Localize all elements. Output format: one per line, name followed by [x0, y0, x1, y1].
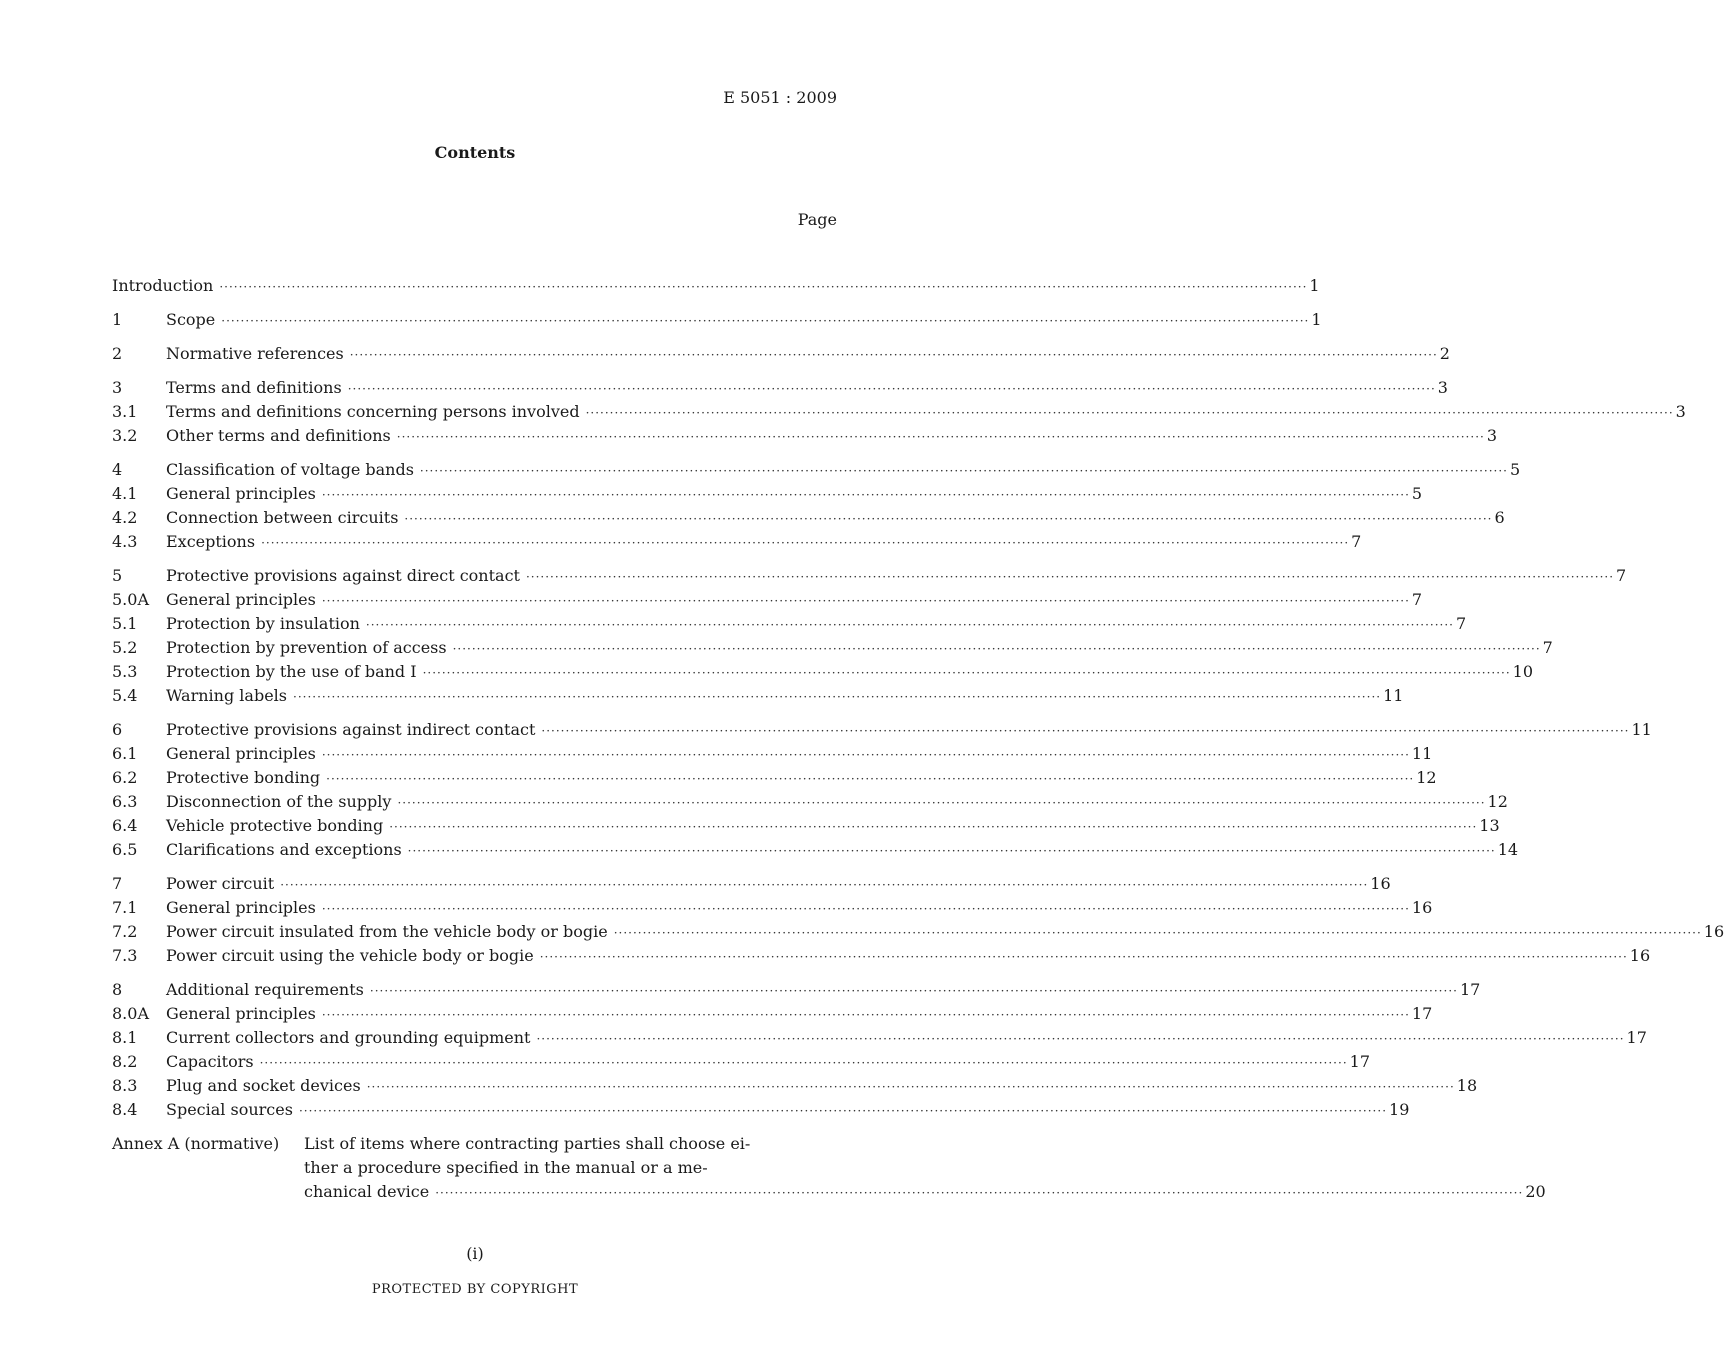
toc-entry-title: Protection by prevention of access [166, 638, 447, 657]
toc-entry-title: Warning labels [166, 686, 287, 705]
toc-entry-title: General principles [166, 744, 316, 763]
toc-entry-page: 13 [1479, 816, 1500, 835]
toc-entry-page: 7 [1616, 566, 1627, 585]
toc-entry-page: 18 [1456, 1076, 1478, 1095]
toc-entry[interactable] [112, 376, 1448, 400]
toc-entry-page: 16 [1703, 922, 1724, 941]
toc-entry-title: Additional requirements [166, 980, 364, 999]
toc-entry-number: 5.0A [112, 590, 149, 609]
toc-entry-number: 5.3 [112, 662, 138, 681]
annex-title-line: List of items where contracting parties shall choose ei- [304, 1134, 751, 1153]
toc-entry-page: 16 [1370, 874, 1391, 893]
leader-dots [540, 945, 1628, 969]
toc-entry[interactable] [112, 742, 1433, 766]
toc-entry-title: Vehicle protective bonding [166, 816, 384, 835]
leader-dots [299, 1099, 1387, 1123]
leader-dots [322, 743, 1410, 767]
toc-entry-page: 3 [1675, 402, 1686, 421]
annex-entry[interactable] [112, 1132, 1546, 1204]
toc-entry-title: Other terms and definitions [166, 426, 391, 445]
leader-dots [280, 873, 1368, 897]
standard-number: E 5051 : 2009 [723, 88, 837, 107]
toc-entry[interactable] [112, 660, 1534, 684]
toc-entry-page: 12 [1487, 792, 1508, 811]
toc-entry-page: 11 [1411, 744, 1433, 763]
toc-entry-page: 5 [1411, 484, 1423, 503]
toc-entry-number: 8 [112, 980, 123, 999]
toc-entry-number: 6 [112, 720, 123, 739]
toc-entry[interactable] [112, 684, 1404, 708]
leader-dots [423, 661, 1511, 685]
toc-entry-number: 2 [112, 344, 123, 363]
leader-dots [541, 719, 1629, 743]
toc-entry-number: 3 [112, 378, 123, 397]
toc-entry-page: 6 [1494, 508, 1505, 527]
page-number-footer: (i) [466, 1244, 484, 1263]
page-column-label: Page [797, 210, 837, 229]
leader-dots [435, 1181, 1523, 1205]
toc-entry-title: General principles [166, 590, 316, 609]
toc-entry[interactable] [112, 896, 1433, 920]
table-of-contents [112, 274, 1724, 1204]
toc-entry[interactable] [112, 944, 1651, 968]
toc-entry[interactable] [112, 838, 1519, 862]
toc-entry-page: 17 [1459, 980, 1481, 999]
toc-entry-number: 7 [112, 874, 123, 893]
toc-entry[interactable] [112, 718, 1652, 742]
toc-entry[interactable] [112, 308, 1322, 332]
toc-entry-number: 7.1 [112, 898, 138, 917]
toc-entry-number: 8.4 [112, 1100, 138, 1119]
toc-entry-title: Terms and definitions concerning persons involved [166, 402, 580, 421]
toc-entry-page: 19 [1389, 1100, 1410, 1119]
leader-dots [536, 1027, 1624, 1051]
toc-entry-title: Protective provisions against direct contact [166, 566, 520, 585]
toc-entry-title: Disconnection of the supply [166, 792, 392, 811]
toc-entry-number: 6.2 [112, 768, 138, 787]
toc-entry-page: 17 [1411, 1004, 1433, 1023]
toc-entry[interactable] [112, 458, 1521, 482]
leader-dots [219, 275, 1307, 299]
toc-entry-page: 1 [1309, 276, 1320, 295]
leader-dots [526, 565, 1614, 589]
toc-entry-number: 8.1 [112, 1028, 138, 1047]
toc-entry[interactable] [112, 588, 1423, 612]
toc-entry-page: 3 [1437, 378, 1448, 397]
toc-entry-number: 7.2 [112, 922, 138, 941]
toc-entry-number: 8.3 [112, 1076, 138, 1095]
toc-entry-page: 2 [1439, 344, 1450, 363]
leader-dots [366, 613, 1454, 637]
toc-entry-page: 16 [1411, 898, 1433, 917]
toc-entry-page: 1 [1311, 310, 1322, 329]
toc-entry[interactable] [112, 1002, 1433, 1026]
toc-entry[interactable] [112, 342, 1450, 366]
toc-entry-number: 6.3 [112, 792, 138, 811]
toc-entry-title: Connection between circuits [166, 508, 399, 527]
toc-entry-number: 6.4 [112, 816, 138, 835]
toc-entry-title: Protective provisions against indirect contact [166, 720, 536, 739]
toc-entry[interactable] [112, 814, 1500, 838]
toc-entry-title: Protection by the use of band I [166, 662, 417, 681]
toc-entry-page: 12 [1416, 768, 1437, 787]
toc-entry-number: 7.3 [112, 946, 138, 965]
toc-entry-page: 14 [1497, 840, 1519, 859]
annex-title-line: ther a procedure specified in the manual or a me- [304, 1158, 708, 1177]
toc-entry-number: 6.1 [112, 744, 138, 763]
leader-dots [326, 767, 1414, 791]
toc-entry-number: 3.2 [112, 426, 138, 445]
toc-entry-page: 17 [1349, 1052, 1370, 1071]
toc-entry[interactable] [112, 978, 1481, 1002]
leader-dots [261, 531, 1349, 555]
leader-dots [408, 839, 1496, 863]
toc-entry-title: Exceptions [166, 532, 256, 551]
toc-entry-title: Scope [166, 310, 216, 329]
toc-entry-page: 11 [1631, 720, 1652, 739]
toc-entry-page: 7 [1456, 614, 1467, 633]
toc-entry[interactable] [112, 1098, 1410, 1122]
toc-entry-title: Classification of voltage bands [166, 460, 414, 479]
toc-entry-title: General principles [166, 1004, 316, 1023]
leader-dots [350, 343, 1438, 367]
toc-entry[interactable] [112, 872, 1391, 896]
toc-entry-title: Normative references [166, 344, 344, 363]
leader-dots [322, 1003, 1410, 1027]
toc-entry-number: 4.2 [112, 508, 138, 527]
toc-entry-title: Introduction [112, 276, 214, 295]
toc-entry-title: General principles [166, 898, 316, 917]
toc-entry[interactable] [112, 1026, 1647, 1050]
leader-dots [404, 507, 1492, 531]
leader-dots [367, 1075, 1455, 1099]
toc-entry-number: 5.2 [112, 638, 138, 657]
toc-entry-title: Power circuit insulated from the vehicle body or bogie [166, 922, 608, 941]
toc-entry-page: 17 [1626, 1028, 1647, 1047]
toc-entry-title: Special sources [166, 1100, 293, 1119]
toc-entry-number: 6.5 [112, 840, 138, 859]
annex-page-number: 20 [1525, 1182, 1546, 1201]
toc-entry-page: 7 [1411, 590, 1423, 609]
toc-entry-page: 5 [1510, 460, 1521, 479]
toc-entry-title: Protection by insulation [166, 614, 360, 633]
toc-entry-title: Power circuit [166, 874, 275, 893]
leader-dots [586, 401, 1674, 425]
toc-entry-title: General principles [166, 484, 316, 503]
toc-entry-number: 8.2 [112, 1052, 138, 1071]
annex-label: Annex A (normative) [112, 1134, 280, 1153]
toc-entry-page: 11 [1383, 686, 1404, 705]
toc-entry-title: Current collectors and grounding equipment [166, 1028, 531, 1047]
toc-entry-number: 8.0A [112, 1004, 149, 1023]
toc-entry[interactable] [112, 400, 1686, 424]
toc-entry-page: 10 [1512, 662, 1534, 681]
leader-dots [221, 309, 1309, 333]
page-title: Contents [434, 143, 516, 162]
toc-entry[interactable] [112, 790, 1508, 814]
toc-entry-title: Terms and definitions [166, 378, 342, 397]
toc-entry-title: Clarifications and exceptions [166, 840, 402, 859]
leader-dots [420, 459, 1508, 483]
leader-dots [322, 589, 1410, 613]
toc-entry-number: 1 [112, 310, 123, 329]
toc-entry-title: Power circuit using the vehicle body or bogie [166, 946, 534, 965]
leader-dots [322, 483, 1410, 507]
toc-entry[interactable] [112, 1050, 1370, 1074]
leader-dots [453, 637, 1541, 661]
leader-dots [370, 979, 1458, 1003]
toc-entry-number: 4 [112, 460, 123, 479]
toc-entry-title: Protective bonding [166, 768, 321, 787]
leader-dots [348, 377, 1436, 401]
toc-entry-number: 4.1 [112, 484, 138, 503]
toc-entry-title: Capacitors [166, 1052, 254, 1071]
toc-entry-number: 3.1 [112, 402, 138, 421]
leader-dots [293, 685, 1381, 709]
toc-entry[interactable] [112, 766, 1437, 790]
toc-entry[interactable] [112, 424, 1498, 448]
toc-entry-page: 7 [1351, 532, 1362, 551]
toc-entry[interactable] [112, 530, 1362, 554]
toc-entry[interactable] [112, 564, 1627, 588]
toc-entry-number: 4.3 [112, 532, 138, 551]
toc-entry[interactable] [112, 1074, 1478, 1098]
copyright-notice: PROTECTED BY COPYRIGHT [371, 1282, 579, 1297]
toc-entry[interactable] [112, 920, 1724, 944]
toc-entry[interactable] [112, 274, 1320, 298]
leader-dots [614, 921, 1702, 945]
toc-entry-page: 3 [1486, 426, 1498, 445]
toc-entry-number: 5 [112, 566, 123, 585]
toc-entry[interactable] [112, 636, 1553, 660]
toc-entry[interactable] [112, 482, 1423, 506]
toc-entry-title: Plug and socket devices [166, 1076, 361, 1095]
toc-entry-number: 5.4 [112, 686, 138, 705]
leader-dots [397, 425, 1485, 449]
leader-dots [322, 897, 1410, 921]
leader-dots [397, 791, 1485, 815]
leader-dots [389, 815, 1477, 839]
toc-entry[interactable] [112, 506, 1505, 530]
toc-entry-number: 5.1 [112, 614, 138, 633]
leader-dots [260, 1051, 1348, 1075]
toc-entry[interactable] [112, 612, 1467, 636]
annex-title-line: chanical device [304, 1182, 430, 1201]
toc-entry-page: 7 [1542, 638, 1553, 657]
toc-entry-page: 16 [1629, 946, 1651, 965]
